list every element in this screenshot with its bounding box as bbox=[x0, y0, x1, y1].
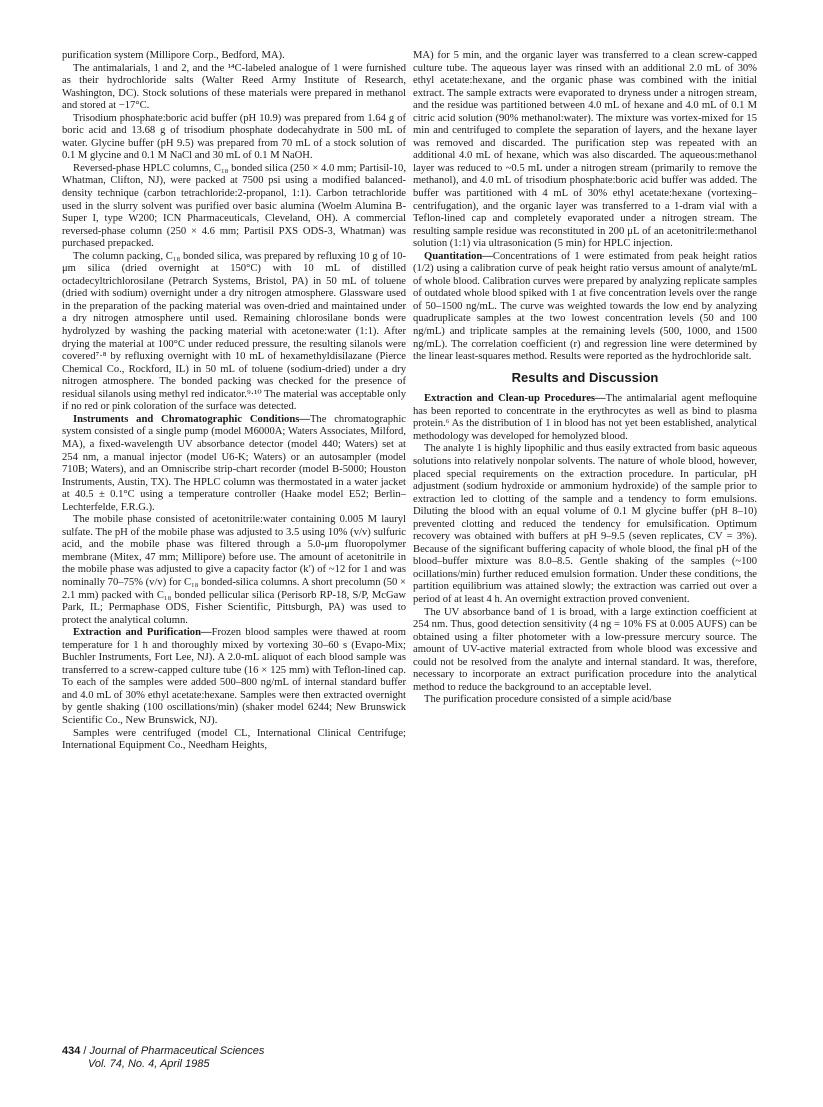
paragraph-text: The purification procedure consisted of a simple acid/base bbox=[424, 694, 672, 706]
paragraph-text: The analyte 1 is highly lipophilic and thus easily extracted from basic aqueous solutions into relatively nonpolar solvents. The nature of whole blood, however, placed special requirements on the extraction procedure. In particular, pH adjustment (sodium hydroxide or ammonium hydroxide) of the sample prior to extraction led to clotting of the sample and a tendency to form emulsions. Diluting the blood with an equal volume of 0.1 M glycine buffer (pH 8–10) prevented clotting and reduced the tendency for emulsification. Optimum recovery was obtained with buffers at pH 9–9.5 (seven replicates, CV = 3%). Because of the significant buffering capacity of whole blood, the final pH of the blood–buffer mixture was 8.0–8.5. Gentle shaking of the samples (~100 ocillations/min) further reduced emulsion formation. Under these conditions, the partition equilibrium was attained slowly; the extraction was carried out over a period of at least 4 h. An overnight extraction proved convenient. bbox=[413, 443, 757, 605]
footer-separator: / bbox=[83, 1045, 87, 1057]
paragraph bbox=[413, 443, 757, 606]
paragraph bbox=[62, 63, 406, 113]
paragraph-text: The column packing, C₁₈ bonded silica, was prepared by refluxing 10 g of 10-μm silica (dried overnight at 150°C) with 10 mL of distilled octadecyltrichlorosilane (Petrarch Systems, Bristol, PA) in 50 mL of toluene (dried with sodium) overnight under a dry nitrogen atmosphere. Glassware used in the preparation of the packing material was oven-dried and maintained under a dry nitrogen atmosphere until used. Remaining chlorosilane bonds were hydrolyzed by washing the packing material with acetone:water (1:1). After drying the material at 100°C under reduced pressure, the resulting silanols were covered⁷·⁸ by refluxing overnight with 10 mL of hexamethyldisilazane (Pierce Chemical Co., Rockford, IL) in 50 mL of toluene (sodium-dried) under a dry nitrogen atmosphere. The bonded packing was checked for the presence of residual silanols using methyl red indicator.⁹·¹⁰ The material was acceptable only if no red or pink coloration of the surface was detected. bbox=[62, 250, 406, 413]
paragraph-text: Concentrations of 1 were estimated from peak height ratios (1/2) using a calibration curve of peak height ratio versus amount of analyte/mL of whole blood. Calibration curves were prepared by analyzing replicate samples of outdated whole blood spiked with 1 at five concentration levels over the range of 50–1500 ng/mL. The curve was weighted towards the low end by analyzing quadruplicate samples at the two lowest concentration levels (50 and 100 ng/mL) and triplicate samples at the remaining levels (500, 1000, and 1500 ng/mL). The correlation coefficient (r) and regression line were determined by the linear least-squares method. Results were reported as the hydrochloride salt. bbox=[413, 250, 757, 363]
paragraph bbox=[62, 414, 406, 514]
right-column-bottom bbox=[413, 393, 757, 707]
paragraph-text: The antimalarials, 1 and 2, and the ¹⁴C-labeled analogue of 1 were furnished as their hydrochloride salts (Walter Reed Army Institute of Research, Washington, DC). Stock solutions of these materials were prepared in methanol and stored at −17°C. bbox=[62, 62, 406, 112]
right-column-top bbox=[413, 50, 757, 364]
section-heading-results: Results and Discussion bbox=[511, 369, 659, 385]
journal-name: Journal of Pharmaceutical Sciences bbox=[89, 1045, 265, 1057]
paragraph-text: The chromatographic system consisted of a single pump (model M6000A; Waters Associates, Milford, MA), a fixed-wavelength UV absorbance detector (model 440; Waters) set at 254 nm, a manual injector (model U6-K; Waters) or an autosampler (model 710B; Waters), and an Omniscribe strip-chart recorder (model B-5000; Houston Instruments, Austin, TX). The HPLC column was thermostated in a water jacket at 40.5 ± 0.1°C using a temperature controller (Haake model E52; Berlin–Lechterfelde, F.R.G.). bbox=[62, 413, 406, 513]
paragraph-text: Samples were centrifuged (model CL, International Clinical Centrifuge; International Equipment Co., Needham Heights, bbox=[62, 727, 406, 752]
paragraph bbox=[62, 50, 406, 63]
paragraph-text: Frozen blood samples were thawed at room temperature for 1 h and thoroughly mixed by vortexing 30–60 s (Evapo-Mix; Buchler Instruments, Fort Lee, NJ). A 2.0-mL aliquot of each blood sample was transferred to a screw-capped culture tube (16 × 125 mm) with Teflon-lined cap. To each of the samples were added 500–800 ng/mL of internal standard buffer and 4.0 mL of 30% ethyl acetate:hexane. Samples were then extracted overnight by gentle shaking (100 oscillations/min) (shaker model 6244; New Brunswick Scientific Co., New Brunswick, NJ). bbox=[62, 627, 406, 726]
journal-volume: Vol. 74, No. 4, April 1985 bbox=[88, 1058, 210, 1070]
paragraph bbox=[62, 627, 406, 727]
paragraph bbox=[62, 514, 406, 627]
paragraph bbox=[62, 251, 406, 414]
left-column bbox=[62, 50, 406, 753]
paragraph-text: Reversed-phase HPLC columns, C₁₈ bonded silica (250 × 4.0 mm; Partisil-10, Whatman, Clifton, NJ), were packed at 7500 psi using a modified balanced-density technique (carbon tetrachloride:2-propanol, 1:1). Carbon tetrachloride used in the slurry solvent was purified over basic alumina (Woelm Alumina B-Super I, type W200; ICN Pharmaceuticals, Cleveland, OH). A commercial reversed-phase column (250 × 4.6 mm; Partisil PXS ODS-3, Whatman) was purchased prepacked. bbox=[62, 162, 406, 250]
paragraph bbox=[413, 393, 757, 443]
run-in-heading: Extraction and Clean-up Procedures— bbox=[424, 393, 606, 405]
paragraph-text: The mobile phase consisted of acetonitrile:water containing 0.005 M lauryl sulfate. The pH of the mobile phase was adjusted to 3.5 using 10% (v/v) sulfuric acid, and the mobile phase was filtered through a 5.0-μm fluoropolymer membrane (Mitex, 47 mm; Millipore) before use. The amount of acetonitrile in the mobile phase was adjusted to give a capacity factor (k′) of ~12 for 1 and was nominally 70–75% (v/v) for C₁₈ bonded-silica columns. A short precolumn (50 × 2.1 mm) packed with C₁₈ bonded pellicular silica (Perisorb RP-18, S/P, McGaw Park, IL; Permaphase ODS, Fisher Scientific, Pittsburgh, PA) was used to protect the analytical column. bbox=[62, 514, 406, 626]
page-number: 434 bbox=[62, 1045, 81, 1057]
paragraph-text: Trisodium phosphate:boric acid buffer (pH 10.9) was prepared from 1.64 g of boric acid and 13.68 g of trisodium phosphate dodecahydrate in 500 mL of water. Glycine buffer (pH 9.5) was prepared from 70 mL of a stock solution of 0.1 M glycine and 0.1 M NaCl and 30 mL of 0.1 M NaOH. bbox=[62, 112, 406, 162]
paragraph-text: The antimalarial agent mefloquine has been reported to concentrate in the erythrocytes as well as bind to plasma protein.⁶ As the distribution of 1 in blood has not yet been established, analytical methodology was developed for hemolyzed blood. bbox=[413, 393, 757, 442]
page-footer bbox=[62, 1045, 264, 1071]
paragraph bbox=[62, 113, 406, 163]
paragraph bbox=[413, 50, 757, 251]
paragraph bbox=[413, 607, 757, 695]
paragraph-text: The UV absorbance band of 1 is broad, with a large extinction coefficient at 254 nm. Thus, good detection sensitivity (4 ng = 10% FS at 0.005 AUFS) can be obtained using a filter photometer with a low-pressure mercury source. The amount of UV-active material extracted from whole blood was excessive and could not be resolved from the analyte and internal standard. It was, therefore, necessary to incorporate an extract purification procedure into the analytical method to reduce the background to an acceptable level. bbox=[413, 606, 757, 693]
run-in-heading: Extraction and Purification— bbox=[73, 627, 212, 639]
paragraph bbox=[62, 728, 406, 753]
run-in-heading: Instruments and Chromatographic Conditions— bbox=[73, 413, 310, 425]
paragraph bbox=[62, 163, 406, 251]
paragraph bbox=[413, 251, 757, 364]
run-in-heading: Quantitation— bbox=[424, 250, 493, 262]
paragraph-text: MA) for 5 min, and the organic layer was transferred to a clean screw-capped culture tube. The aqueous layer was rinsed with an additional 2.0 mL of 30% ethyl acetate:hexane, and the organic phase was combined with the initial extract. The sample extracts were evaporated to dryness under a nitrogen stream, and the residue was partitioned between 4.0 mL of hexane and 4.0 mL of 0.1 M citric acid solution (90% methanol:water). The mixture was vortex-mixed for 15 min and centrifuged to complete the separation of layers, and the hexane layer was removed and discarded. The purification step was repeated with an additional 4.0 mL of hexane, which was also discarded. The aqueous:methanol layer was reduced to ~0.5 mL under a nitrogen stream (primarily to remove the methanol), and 4.0 mL of trisodium phosphate:boric acid buffer was added. The buffer was partitioned with 4 mL of 30% ethyl acetate:hexane (vortexing–centrifugation), and the organic layer was transferred to a 1-dram vial with a Teflon-lined cap and completely evaporated under a nitrogen stream. The resulting sample residue was reconstituted in 200 μL of an acetonitrile:methanol solution (1:1) via ultrasonication (5 min) for HPLC injection. bbox=[413, 50, 757, 250]
paragraph bbox=[413, 694, 757, 707]
right-column bbox=[413, 50, 757, 707]
paragraph-text: purification system (Millipore Corp., Bedford, MA). bbox=[62, 50, 285, 61]
